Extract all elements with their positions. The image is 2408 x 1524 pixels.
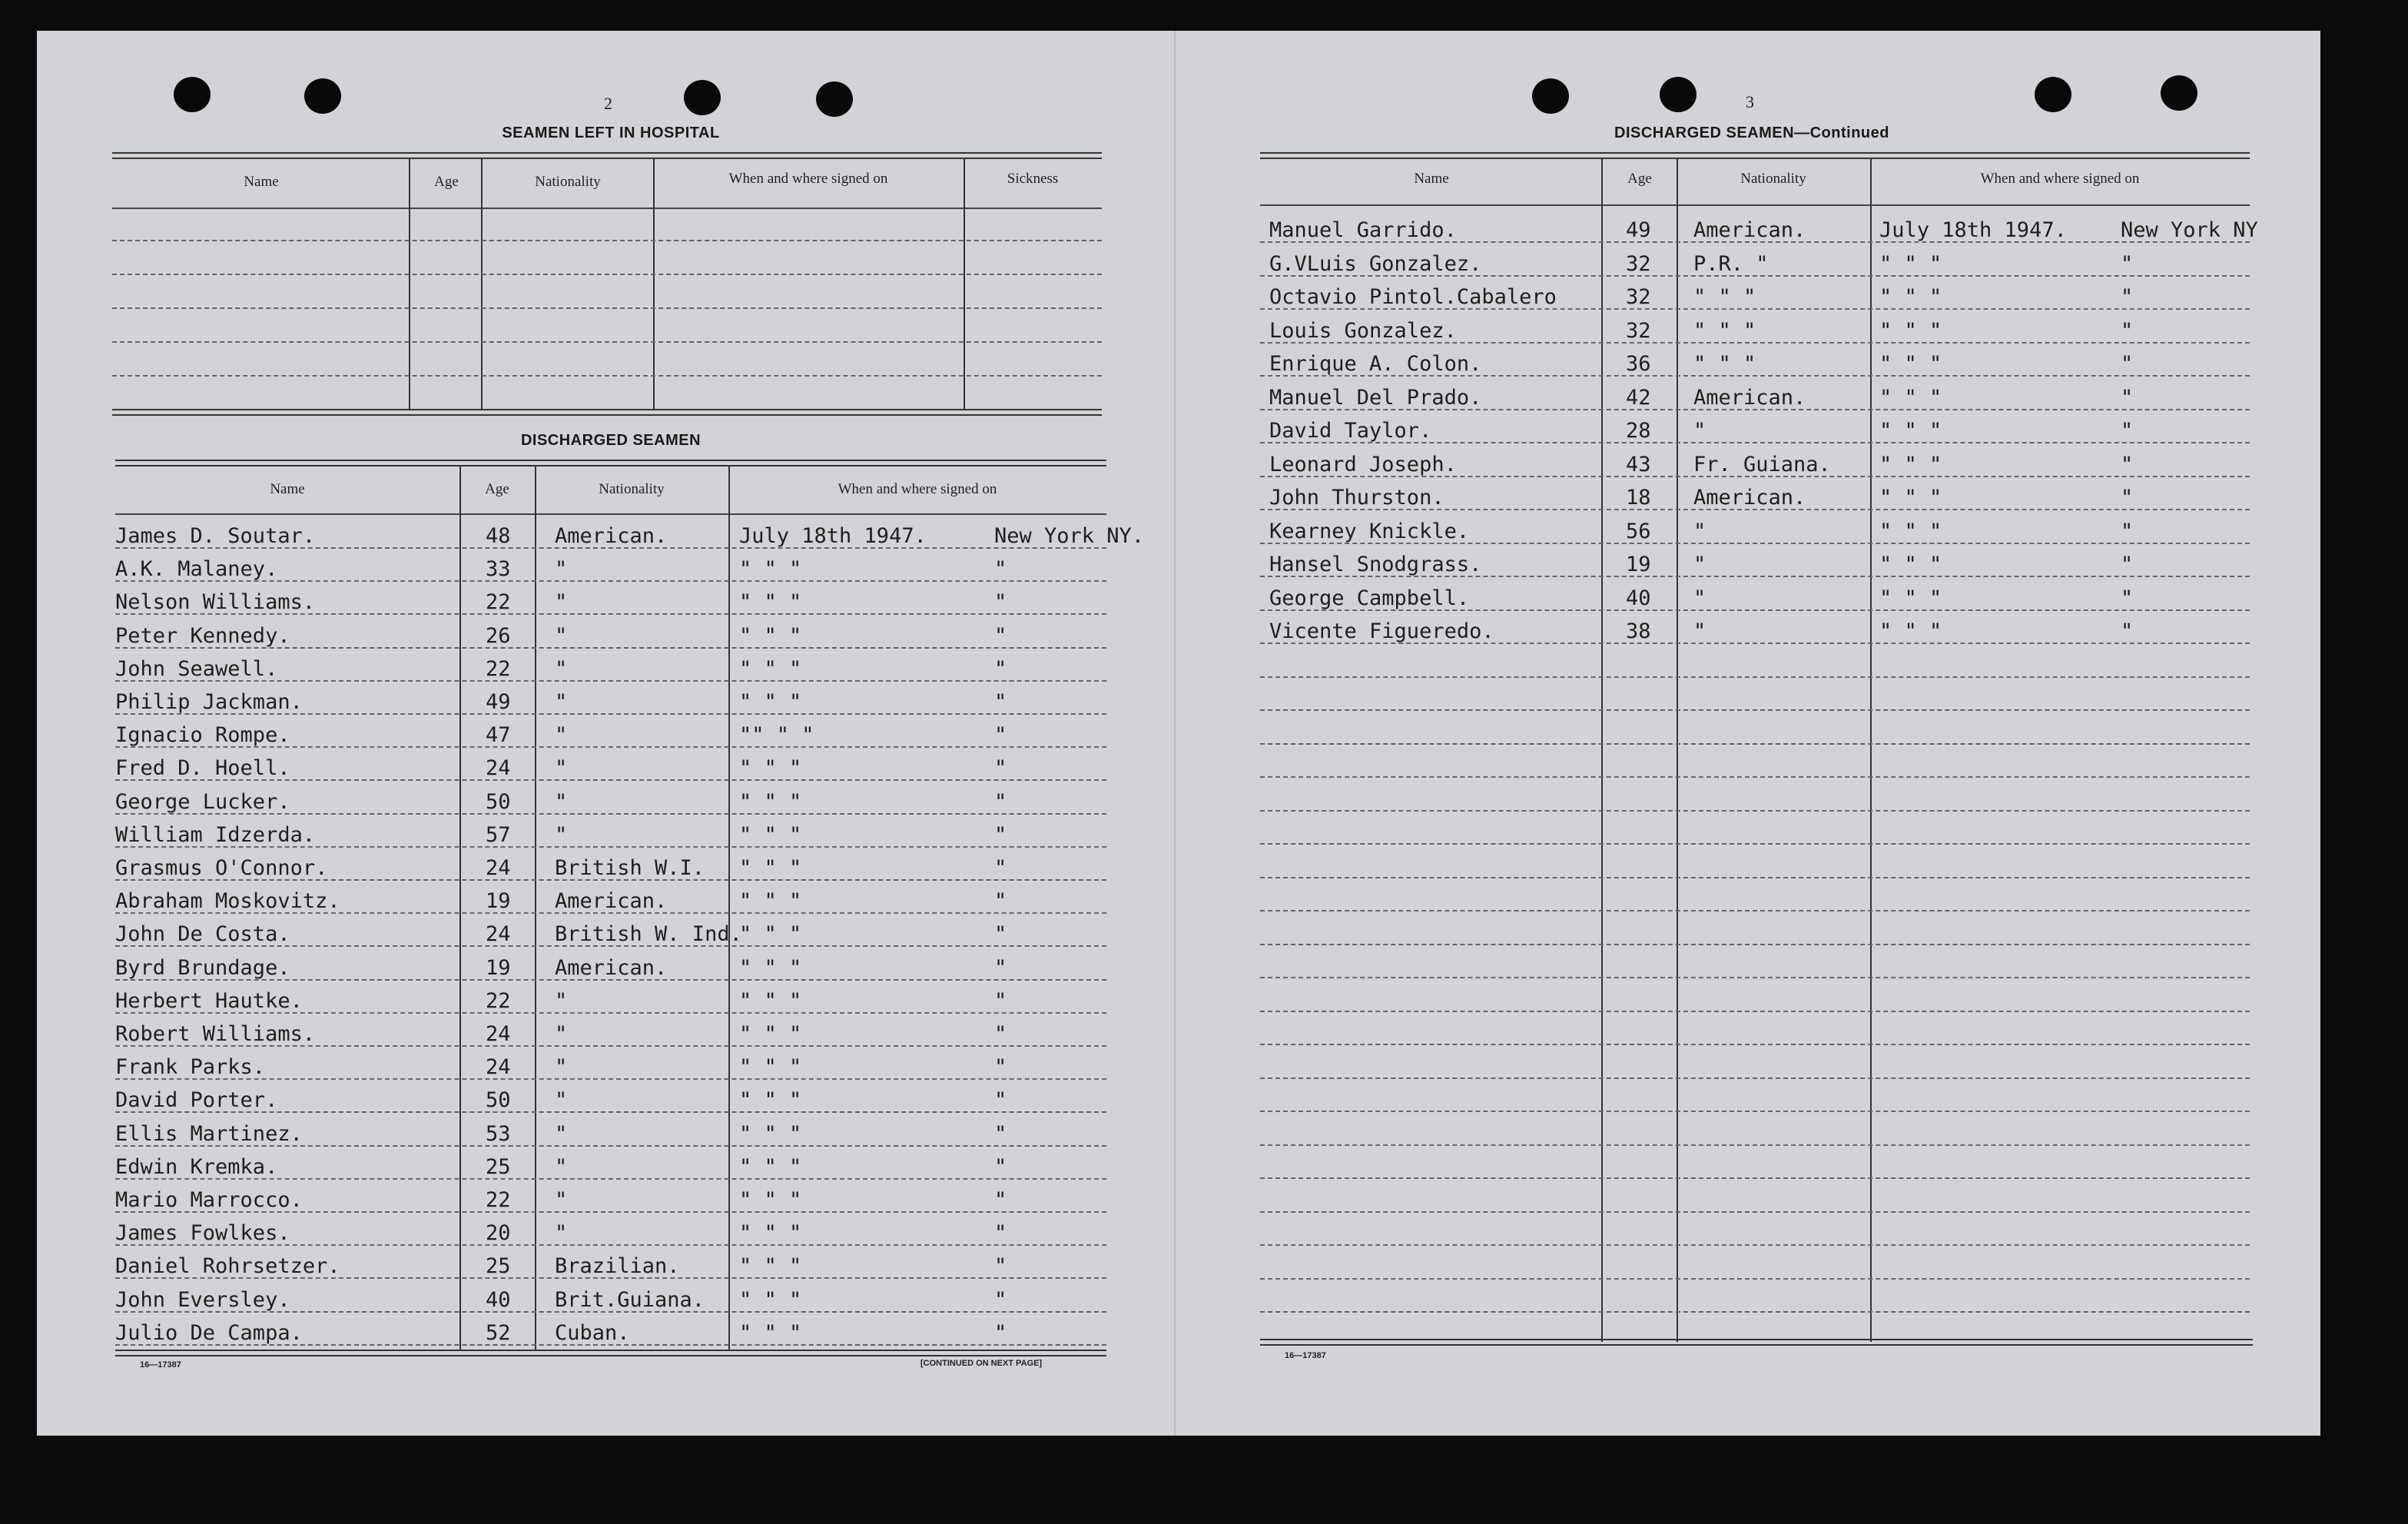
seaman-nationality: " <box>555 690 568 714</box>
signed-on-date: " " " <box>1879 385 1942 410</box>
seaman-name: David Porter. <box>115 1088 278 1113</box>
right-header-rule <box>1260 204 2250 206</box>
seaman-age: 50 <box>486 1088 511 1113</box>
discharged-header-rule <box>115 513 1106 515</box>
right-discharged-empty-row-line <box>1260 1077 2250 1079</box>
right-col-divider <box>1601 158 1603 1342</box>
signed-on-place: " <box>994 690 1007 714</box>
seaman-name: Octavio Pintol.Cabalero <box>1269 285 1557 309</box>
seaman-age: 24 <box>486 756 511 781</box>
discharged-table-top-rule <box>115 460 1106 466</box>
signed-on-place: " <box>994 1022 1007 1046</box>
hospital-table-bottom-rule <box>112 409 1102 416</box>
signed-on-place: " <box>994 856 1007 880</box>
hospital-empty-row-line <box>112 341 1102 343</box>
right-section-title-suffix: —Continued <box>1794 125 1889 141</box>
seaman-nationality: " <box>555 656 568 681</box>
right-header-when-where: When and where signed on <box>1980 171 2140 187</box>
right-form-number: 16—17387 <box>1285 1351 1326 1360</box>
seaman-age: 19 <box>486 955 511 980</box>
seaman-age: 22 <box>486 988 511 1013</box>
seaman-name: Nelson Williams. <box>115 590 316 615</box>
right-discharged-empty-row-line <box>1260 1278 2250 1280</box>
seaman-nationality: " <box>555 1221 568 1246</box>
signed-on-date: " " " <box>739 690 802 714</box>
right-discharged-empty-row-line <box>1260 1044 2250 1045</box>
discharged-col-divider <box>535 466 536 1350</box>
seaman-age: 22 <box>486 656 511 681</box>
signed-on-place: " <box>994 1055 1007 1080</box>
hospital-header-age: Age <box>434 174 459 190</box>
seaman-name: Frank Parks. <box>115 1055 266 1080</box>
right-table-bottom-rule <box>1260 1339 2253 1346</box>
discharged-header-nationality: Nationality <box>599 481 665 497</box>
right-discharged-empty-row-line <box>1260 1244 2250 1246</box>
signed-on-place: " <box>2121 519 2134 543</box>
seaman-age: 24 <box>486 1055 511 1080</box>
right-col-divider <box>1870 158 1872 1342</box>
signed-on-place: " <box>994 822 1007 847</box>
seaman-age: 57 <box>486 822 511 847</box>
signed-on-place: " <box>2121 452 2134 476</box>
signed-on-place: " <box>2121 486 2134 510</box>
signed-on-date: " " " <box>739 988 802 1013</box>
right-discharged-empty-row-line <box>1260 843 2250 845</box>
hospital-empty-row-line <box>112 307 1102 309</box>
signed-on-date: " " " <box>739 789 802 814</box>
seaman-name: Grasmus O'Connor. <box>115 856 328 880</box>
signed-on-place: " <box>994 623 1007 648</box>
hospital-col-divider <box>964 158 965 409</box>
right-header-name: Name <box>1414 171 1449 187</box>
seaman-name: Philip Jackman. <box>115 690 303 714</box>
seaman-name: Hansel Snodgrass. <box>1269 553 1482 576</box>
seaman-age: 49 <box>1626 218 1651 242</box>
right-discharged-empty-row-line <box>1260 776 2250 778</box>
seaman-nationality: " <box>555 822 568 847</box>
hospital-header-when-where: When and where signed on <box>728 171 888 187</box>
right-discharged-empty-row-line <box>1260 1144 2250 1146</box>
seaman-nationality: " <box>555 789 568 814</box>
seaman-nationality: " " " <box>1693 285 1756 309</box>
signed-on-date: " " " <box>739 822 802 847</box>
seaman-age: 32 <box>1626 318 1651 343</box>
signed-on-place: " <box>994 1154 1007 1179</box>
right-discharged-empty-row-line <box>1260 676 2250 678</box>
seaman-age: 50 <box>486 789 511 814</box>
seaman-nationality: " <box>555 1188 568 1212</box>
hospital-empty-row-line <box>112 240 1102 241</box>
seaman-nationality: Fr. Guiana. <box>1693 452 1831 476</box>
seaman-nationality: " <box>555 1154 568 1179</box>
signed-on-date: "" " " <box>739 723 814 748</box>
seaman-name: Manuel Del Prado. <box>1269 385 1482 410</box>
seaman-name: Kearney Knickle. <box>1269 519 1470 543</box>
right-discharged-empty-row-line <box>1260 1111 2250 1112</box>
seaman-nationality: " <box>555 1121 568 1146</box>
signed-on-date: " " " <box>739 656 802 681</box>
signed-on-date: " " " <box>1879 419 1942 443</box>
right-discharged-empty-row-line <box>1260 810 2250 812</box>
signed-on-date: " " " <box>739 1221 802 1246</box>
seaman-name: John Eversley. <box>115 1287 290 1312</box>
signed-on-date: " " " <box>1879 553 1942 576</box>
signed-on-date: " " " <box>1879 352 1942 376</box>
seaman-name: Leonard Joseph. <box>1269 452 1457 476</box>
right-section-title <box>1506 125 1998 142</box>
signed-on-date: " " " <box>1879 318 1942 343</box>
right-discharged-empty-row-line <box>1260 877 2250 878</box>
signed-on-date: " " " <box>1879 452 1942 476</box>
signed-on-date: " " " <box>1879 285 1942 309</box>
punch-hole <box>1532 78 1569 114</box>
signed-on-date: " " " <box>739 1188 802 1212</box>
seaman-age: 24 <box>486 856 511 880</box>
seaman-age: 26 <box>486 623 511 648</box>
right-discharged-empty-row-line <box>1260 910 2250 911</box>
seaman-nationality: " <box>555 623 568 648</box>
signed-on-date: " " " <box>739 623 802 648</box>
signed-on-date: " " " <box>739 1254 802 1279</box>
seaman-name: Ellis Martinez. <box>115 1121 303 1146</box>
seaman-nationality: British W.I. <box>555 856 705 880</box>
signed-on-date: " " " <box>739 1055 802 1080</box>
seaman-name: Fred D. Hoell. <box>115 756 290 781</box>
seaman-name: Manuel Garrido. <box>1269 218 1457 242</box>
seaman-age: 40 <box>486 1287 511 1312</box>
seaman-nationality: American. <box>1693 486 1806 510</box>
signed-on-place: " <box>994 922 1007 947</box>
hospital-header-sickness: Sickness <box>1007 171 1059 187</box>
seaman-age: 20 <box>486 1221 511 1246</box>
punch-hole <box>174 77 211 112</box>
signed-on-date: " " " <box>739 889 802 914</box>
discharged-header-age: Age <box>485 481 509 497</box>
right-discharged-empty-row-line <box>1260 709 2250 711</box>
seaman-name: William Idzerda. <box>115 822 316 847</box>
seaman-name: Byrd Brundage. <box>115 955 290 980</box>
signed-on-date: " " " <box>739 856 802 880</box>
signed-on-place: " <box>994 1287 1007 1312</box>
discharged-header-name: Name <box>270 481 305 497</box>
right-header-age: Age <box>1627 171 1652 187</box>
hospital-empty-row-line <box>112 375 1102 377</box>
right-section-title-main: DISCHARGED SEAMEN <box>1614 125 1795 141</box>
signed-on-date: July 18th 1947. <box>739 524 927 548</box>
seaman-name: Ignacio Rompe. <box>115 723 290 748</box>
hospital-section-title: SEAMEN LEFT IN HOSPITAL <box>502 125 720 141</box>
right-discharged-empty-row-line <box>1260 1311 2250 1313</box>
seaman-nationality: " <box>555 756 568 781</box>
right-table-top-rule <box>1260 152 2250 159</box>
signed-on-place: " <box>2121 251 2134 276</box>
seaman-age: 28 <box>1626 419 1651 443</box>
signed-on-place: " <box>994 1188 1007 1212</box>
seaman-age: 32 <box>1626 251 1651 276</box>
punch-hole <box>1660 77 1697 112</box>
seaman-name: Herbert Hautke. <box>115 988 303 1013</box>
seaman-nationality: " <box>1693 419 1706 443</box>
seaman-nationality: American. <box>555 955 668 980</box>
hospital-empty-row-line <box>112 274 1102 275</box>
seaman-age: 38 <box>1626 619 1651 643</box>
seaman-age: 56 <box>1626 519 1651 543</box>
signed-on-date: " " " <box>1879 519 1942 543</box>
signed-on-place: " <box>2121 318 2134 343</box>
seaman-nationality: " " " <box>1693 318 1756 343</box>
signed-on-place: " <box>994 557 1007 582</box>
seaman-nationality: Cuban. <box>555 1320 630 1345</box>
signed-on-date: " " " <box>739 590 802 615</box>
signed-on-place: " <box>994 656 1007 681</box>
discharged-header-when-where: When and where signed on <box>837 481 997 497</box>
seaman-name: G.VLuis Gonzalez. <box>1269 251 1482 276</box>
signed-on-date: " " " <box>739 922 802 947</box>
seaman-age: 48 <box>486 524 511 548</box>
signed-on-place: " <box>994 955 1007 980</box>
signed-on-place: " <box>2121 419 2134 443</box>
seaman-age: 25 <box>486 1154 511 1179</box>
signed-on-place: " <box>994 988 1007 1013</box>
seaman-name: James Fowlkes. <box>115 1221 290 1246</box>
hospital-col-divider <box>481 158 483 409</box>
seaman-age: 22 <box>486 1188 511 1212</box>
right-discharged-empty-row-line <box>1260 743 2250 745</box>
seaman-name: Julio De Campa. <box>115 1320 303 1345</box>
seaman-nationality: " <box>555 1088 568 1113</box>
seaman-nationality: American. <box>1693 385 1806 410</box>
signed-on-place: " <box>2121 352 2134 376</box>
seaman-nationality: " <box>1693 519 1706 543</box>
signed-on-place: " <box>994 590 1007 615</box>
signed-on-place: " <box>2121 619 2134 643</box>
seaman-name: John De Costa. <box>115 922 290 947</box>
signed-on-date: July 18th 1947. <box>1879 218 2067 242</box>
seaman-age: 18 <box>1626 486 1651 510</box>
seaman-name: Louis Gonzalez. <box>1269 318 1457 343</box>
signed-on-date: " " " <box>1879 251 1942 276</box>
seaman-nationality: " <box>555 1022 568 1046</box>
seaman-name: Peter Kennedy. <box>115 623 290 648</box>
right-discharged-empty-row-line <box>1260 1011 2250 1012</box>
signed-on-place: New York NY. <box>994 524 1145 548</box>
discharged-section-title: DISCHARGED SEAMEN <box>520 432 702 449</box>
right-discharged-empty-row-line <box>1260 944 2250 945</box>
punch-hole <box>304 78 341 114</box>
signed-on-date: " " " <box>739 557 802 582</box>
seaman-age: 49 <box>486 690 511 714</box>
signed-on-place: " <box>2121 553 2134 576</box>
seaman-name: Mario Marrocco. <box>115 1188 303 1212</box>
seaman-name: Enrique A. Colon. <box>1269 352 1482 376</box>
seaman-nationality: " <box>555 1055 568 1080</box>
signed-on-date: " " " <box>739 1154 802 1179</box>
seaman-age: 42 <box>1626 385 1651 410</box>
signed-on-place: " <box>994 723 1007 748</box>
seaman-nationality: " <box>555 723 568 748</box>
seaman-nationality: " <box>1693 553 1706 576</box>
seaman-nationality: American. <box>1693 218 1806 242</box>
punch-hole <box>684 80 721 115</box>
left-form-number: 16—17387 <box>140 1360 181 1370</box>
seaman-nationality: " " " <box>1693 352 1756 376</box>
seaman-name: Daniel Rohrsetzer. <box>115 1254 340 1279</box>
seaman-nationality: " <box>555 988 568 1013</box>
seaman-age: 25 <box>486 1254 511 1279</box>
seaman-age: 32 <box>1626 285 1651 309</box>
signed-on-place: " <box>2121 586 2134 610</box>
seaman-nationality: American. <box>555 889 668 914</box>
seaman-name: John Thurston. <box>1269 486 1444 510</box>
seaman-nationality: " <box>555 557 568 582</box>
seaman-age: 40 <box>1626 586 1651 610</box>
signed-on-place: " <box>2121 285 2134 309</box>
seaman-age: 52 <box>486 1320 511 1345</box>
seaman-name: Edwin Kremka. <box>115 1154 278 1179</box>
signed-on-date: " " " <box>739 1022 802 1046</box>
punch-hole <box>2035 77 2071 112</box>
seaman-name: Abraham Moskovitz. <box>115 889 340 914</box>
signed-on-date: " " " <box>739 1088 802 1113</box>
signed-on-date: " " " <box>739 1121 802 1146</box>
signed-on-date: " " " <box>1879 486 1942 510</box>
punch-hole <box>816 81 853 117</box>
seaman-age: 24 <box>486 1022 511 1046</box>
right-page-number: 3 <box>1746 92 1754 111</box>
continued-note: [CONTINUED ON NEXT PAGE] <box>920 1359 1043 1368</box>
seaman-name: George Campbell. <box>1269 586 1470 610</box>
signed-on-place: " <box>994 889 1007 914</box>
seaman-nationality: British W. Ind. <box>555 922 742 947</box>
seaman-nationality: " <box>555 590 568 615</box>
seaman-age: 33 <box>486 557 511 582</box>
seaman-nationality: American. <box>555 524 668 548</box>
seaman-age: 19 <box>1626 553 1651 576</box>
signed-on-place: New York NY <box>2121 218 2258 242</box>
signed-on-place: " <box>994 1254 1007 1279</box>
seaman-age: 43 <box>1626 452 1651 476</box>
seaman-age: 36 <box>1626 352 1651 376</box>
hospital-table-top-rule <box>112 152 1102 159</box>
seaman-name: Robert Williams. <box>115 1022 316 1046</box>
seaman-age: 24 <box>486 922 511 947</box>
right-discharged-empty-row-line <box>1260 1177 2250 1179</box>
signed-on-place: " <box>994 1121 1007 1146</box>
signed-on-date: " " " <box>739 1320 802 1345</box>
seaman-name: John Seawell. <box>115 656 278 681</box>
seaman-name: Vicente Figueredo. <box>1269 619 1494 643</box>
seaman-nationality: " <box>1693 586 1706 610</box>
hospital-col-divider <box>653 158 655 409</box>
signed-on-place: " <box>994 789 1007 814</box>
signed-on-date: " " " <box>1879 619 1942 643</box>
seaman-name: George Lucker. <box>115 789 290 814</box>
right-discharged-empty-row-line <box>1260 1211 2250 1213</box>
seaman-nationality: Brazilian. <box>555 1254 680 1279</box>
seaman-age: 47 <box>486 723 511 748</box>
hospital-header-name: Name <box>244 174 279 190</box>
discharged-table-bottom-rule <box>115 1350 1106 1356</box>
hospital-header-rule <box>112 208 1102 209</box>
punch-hole <box>2161 75 2197 111</box>
hospital-col-divider <box>409 158 410 409</box>
seaman-nationality: Brit.Guiana. <box>555 1287 705 1312</box>
signed-on-date: " " " <box>739 1287 802 1312</box>
hospital-header-nationality: Nationality <box>535 174 601 190</box>
right-header-nationality: Nationality <box>1740 171 1806 187</box>
discharged-col-divider <box>728 466 730 1350</box>
page-fold <box>1174 31 1176 1436</box>
signed-on-date: " " " <box>1879 586 1942 610</box>
signed-on-place: " <box>994 1088 1007 1113</box>
seaman-age: 53 <box>486 1121 511 1146</box>
seaman-nationality: " <box>1693 619 1706 643</box>
seaman-name: A.K. Malaney. <box>115 557 278 582</box>
signed-on-date: " " " <box>739 955 802 980</box>
signed-on-date: " " " <box>739 756 802 781</box>
seaman-name: James D. Soutar. <box>115 524 316 548</box>
signed-on-place: " <box>994 1320 1007 1345</box>
seaman-name: David Taylor. <box>1269 419 1432 443</box>
left-page-number: 2 <box>604 94 612 113</box>
signed-on-place: " <box>2121 385 2134 410</box>
right-discharged-empty-row-line <box>1260 977 2250 978</box>
discharged-col-divider <box>459 466 461 1350</box>
signed-on-place: " <box>994 756 1007 781</box>
seaman-age: 19 <box>486 889 511 914</box>
seaman-nationality: P.R. " <box>1693 251 1769 276</box>
signed-on-place: " <box>994 1221 1007 1246</box>
seaman-age: 22 <box>486 590 511 615</box>
right-col-divider <box>1677 158 1678 1342</box>
